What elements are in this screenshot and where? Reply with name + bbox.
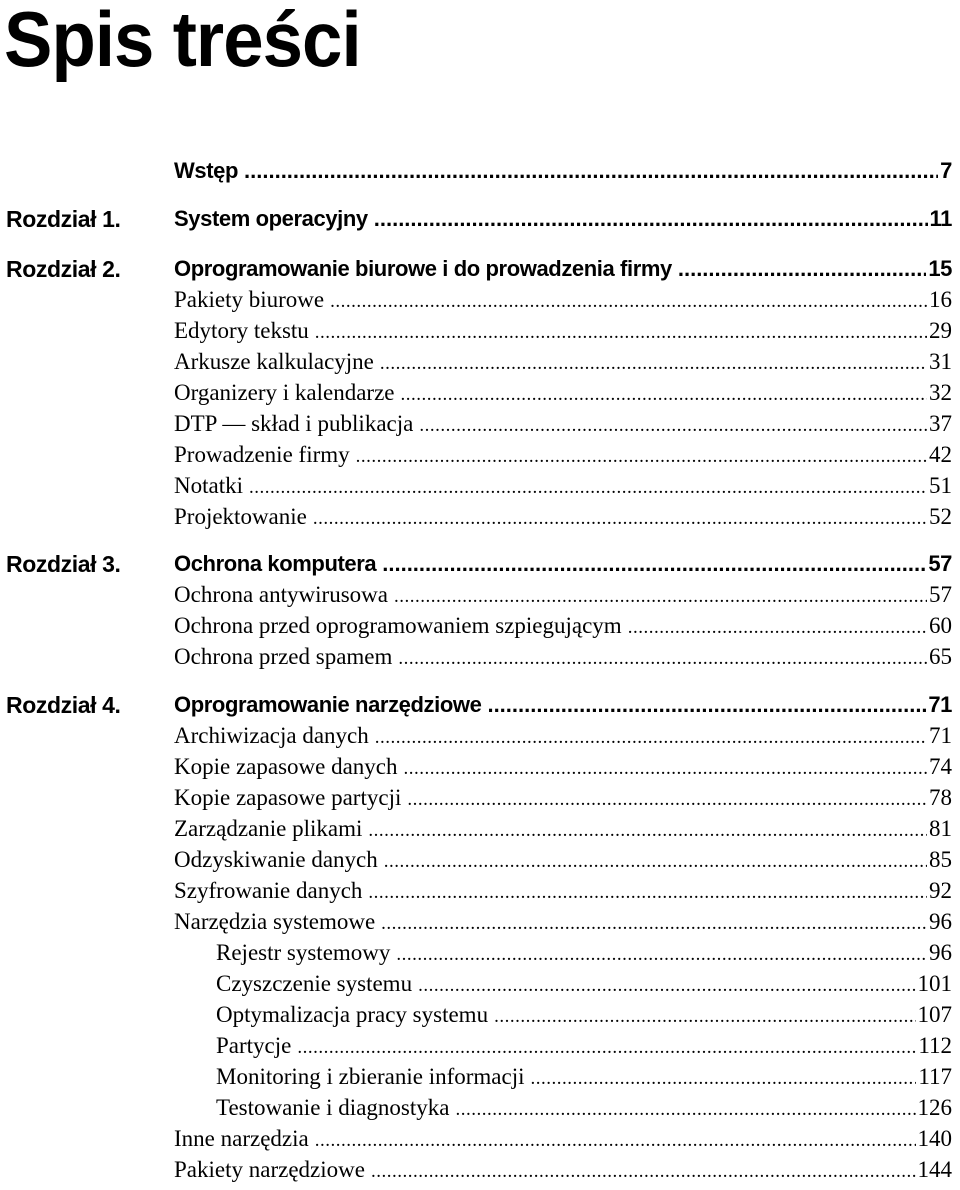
- toc-section-row: [0, 610, 960, 642]
- toc-section-row: [0, 937, 960, 969]
- chapter-label: Rozdział 4.: [6, 692, 121, 718]
- toc-entry: [174, 408, 952, 442]
- toc-page-number: 11: [929, 206, 952, 231]
- toc-page-number: 81: [929, 816, 952, 841]
- toc-entry: [174, 782, 952, 816]
- toc-entry: [174, 346, 952, 380]
- toc-entry: [216, 937, 952, 971]
- toc-chapter-row: [0, 548, 960, 580]
- dot-leader: [404, 753, 927, 785]
- dot-leader: [396, 939, 927, 971]
- toc-chapter-row: [0, 203, 960, 235]
- toc-entry-title: Testowanie i diagnostyka: [216, 1095, 450, 1120]
- toc-page-number: 15: [928, 256, 952, 281]
- toc-entry: [174, 470, 952, 504]
- toc-page-number: 57: [928, 551, 952, 576]
- toc-page-number: 74: [929, 754, 952, 779]
- toc-entry-title: Wstęp: [174, 158, 239, 183]
- toc-page-number: 78: [929, 785, 952, 810]
- chapter-label: Rozdział 2.: [6, 256, 121, 282]
- toc-entry: [174, 548, 952, 580]
- toc-entry-title: Kopie zapasowe danych: [174, 754, 398, 779]
- toc-section-row: [0, 999, 960, 1031]
- dot-leader: [407, 784, 927, 816]
- toc-entry: [216, 1030, 952, 1064]
- toc-entry-title: DTP — skład i publikacja: [174, 411, 414, 436]
- toc-page-number: 7: [940, 158, 952, 183]
- toc-section-row: [0, 1061, 960, 1093]
- dot-leader: [315, 317, 927, 349]
- toc-section-row: [0, 968, 960, 1000]
- dot-leader: [487, 689, 926, 721]
- toc-page-number: 96: [929, 909, 952, 934]
- dot-leader: [419, 410, 927, 442]
- toc-entry-title: Notatki: [174, 473, 243, 498]
- toc-entry-title: Archiwizacja danych: [174, 723, 369, 748]
- toc-page-number: 42: [929, 442, 952, 467]
- toc-entry: [174, 844, 952, 878]
- toc-entry-title: Pakiety biurowe: [174, 287, 325, 312]
- toc-entry-title: Ochrona przed spamem: [174, 644, 393, 669]
- toc-entry-title: Ochrona przed oprogramowaniem szpiegującym: [174, 613, 622, 638]
- toc-entry: [174, 751, 952, 785]
- toc-chapter-row: [0, 155, 960, 187]
- toc-section-row: [0, 346, 960, 378]
- toc-entry: [174, 284, 952, 318]
- toc-entry: [216, 999, 952, 1033]
- dot-leader: [418, 970, 915, 1002]
- toc-section-row: [0, 501, 960, 533]
- page-title: Spis treści: [4, 0, 361, 83]
- dot-leader: [494, 1001, 915, 1033]
- toc-page-number: 126: [917, 1095, 952, 1120]
- dot-leader: [297, 1032, 916, 1064]
- toc-entry: [174, 439, 952, 473]
- toc-page-number: 85: [929, 847, 952, 872]
- toc-entry: [174, 253, 952, 285]
- dot-leader: [374, 203, 928, 235]
- toc-entry: [174, 689, 952, 721]
- toc-section-row: [0, 1092, 960, 1124]
- dot-leader: [330, 286, 927, 318]
- toc-entry: [174, 1154, 952, 1188]
- toc-section-row: [0, 782, 960, 814]
- toc-page-number: 65: [929, 644, 952, 669]
- dot-leader: [531, 1063, 917, 1095]
- toc-section-row: [0, 751, 960, 783]
- dot-leader: [382, 548, 926, 580]
- toc-entry-title: Organizery i kalendarze: [174, 380, 395, 405]
- toc-section-row: [0, 284, 960, 316]
- dot-leader: [371, 1156, 916, 1188]
- dot-leader: [368, 877, 927, 909]
- dot-leader: [628, 612, 927, 644]
- dot-leader: [401, 379, 927, 411]
- dot-leader: [384, 846, 927, 878]
- toc-entry-title: Narzędzia systemowe: [174, 909, 376, 934]
- toc-page-number: 96: [929, 940, 952, 965]
- toc-section-row: [0, 641, 960, 673]
- toc-section-row: [0, 813, 960, 845]
- toc-page-number: 107: [917, 1002, 952, 1027]
- toc-section-row: [0, 408, 960, 440]
- toc-section-row: [0, 439, 960, 471]
- toc-page-number: 101: [917, 971, 952, 996]
- toc-chapter-row: [0, 689, 960, 721]
- toc-section-row: [0, 470, 960, 502]
- toc-entry: [174, 579, 952, 613]
- dot-leader: [356, 441, 927, 473]
- toc-page-number: 140: [917, 1126, 952, 1151]
- chapter-label: Rozdział 1.: [6, 206, 121, 232]
- toc-entry: [174, 641, 952, 675]
- toc-entry-title: Czyszczenie systemu: [216, 971, 413, 996]
- toc-page-number: 31: [929, 349, 952, 374]
- toc-chapter-row: [0, 253, 960, 285]
- toc-page-number: 92: [929, 878, 952, 903]
- toc-section-row: [0, 906, 960, 938]
- toc-entry-title: Kopie zapasowe partycji: [174, 785, 402, 810]
- toc-entry: [174, 203, 952, 235]
- toc-entry-title: Optymalizacja pracy systemu: [216, 1002, 489, 1027]
- dot-leader: [398, 643, 927, 675]
- toc-section-row: [0, 1030, 960, 1062]
- toc-section-row: [0, 579, 960, 611]
- dot-leader: [678, 253, 926, 285]
- toc-page-number: 144: [917, 1157, 952, 1182]
- toc-entry: [174, 1123, 952, 1157]
- toc-entry: [216, 1092, 952, 1126]
- toc-page-number: 51: [929, 473, 952, 498]
- toc-entry-title: Pakiety narzędziowe: [174, 1157, 365, 1182]
- toc-page-number: 71: [929, 723, 952, 748]
- toc-entry-title: Partycje: [216, 1033, 292, 1058]
- toc-page-number: 52: [929, 504, 952, 529]
- toc-section-row: [0, 844, 960, 876]
- toc-entry-title: Ochrona komputera: [174, 551, 377, 576]
- toc-entry: [174, 610, 952, 644]
- toc-page-number: 37: [929, 411, 952, 436]
- dot-leader: [244, 155, 938, 187]
- toc-entry: [174, 315, 952, 349]
- toc-entry: [174, 377, 952, 411]
- toc-page-number: 71: [928, 692, 952, 717]
- toc-section-row: [0, 720, 960, 752]
- toc-entry: [174, 906, 952, 940]
- toc-page-number: 29: [929, 318, 952, 343]
- toc-entry-title: Inne narzędzia: [174, 1126, 309, 1151]
- toc-entry-title: Oprogramowanie narzędziowe: [174, 692, 482, 717]
- dot-leader: [249, 472, 927, 504]
- dot-leader: [313, 503, 927, 535]
- toc-entry-title: System operacyjny: [174, 206, 368, 231]
- toc-section-row: [0, 315, 960, 347]
- toc-page-number: 57: [929, 582, 952, 607]
- toc-entry-title: Zarządzanie plikami: [174, 816, 363, 841]
- toc-page-number: 32: [929, 380, 952, 405]
- toc-section-row: [0, 377, 960, 409]
- toc-entry: [174, 813, 952, 847]
- toc-entry: [174, 501, 952, 535]
- dot-leader: [455, 1094, 915, 1126]
- toc-entry: [216, 968, 952, 1002]
- toc-page-number: 16: [929, 287, 952, 312]
- toc-section-row: [0, 1123, 960, 1155]
- toc-entry: [174, 720, 952, 754]
- toc-entry-title: Arkusze kalkulacyjne: [174, 349, 374, 374]
- toc-entry-title: Rejestr systemowy: [216, 940, 391, 965]
- toc-entry: [174, 875, 952, 909]
- toc-entry-title: Ochrona antywirusowa: [174, 582, 388, 607]
- toc-entry: [216, 1061, 952, 1095]
- toc-page-number: 112: [918, 1033, 952, 1058]
- toc-page-number: 117: [918, 1064, 952, 1089]
- dot-leader: [394, 581, 927, 613]
- dot-leader: [368, 815, 927, 847]
- toc-page-number: 60: [929, 613, 952, 638]
- toc-entry-title: Prowadzenie firmy: [174, 442, 350, 467]
- dot-leader: [381, 908, 927, 940]
- dot-leader: [315, 1125, 916, 1157]
- toc-entry-title: Oprogramowanie biurowe i do prowadzenia firmy: [174, 256, 672, 281]
- toc-section-row: [0, 1154, 960, 1186]
- dot-leader: [375, 722, 927, 754]
- toc-entry-title: Projektowanie: [174, 504, 307, 529]
- toc-section-row: [0, 875, 960, 907]
- toc-entry: [174, 155, 952, 187]
- toc-entry-title: Edytory tekstu: [174, 318, 309, 343]
- chapter-label: Rozdział 3.: [6, 551, 121, 577]
- toc-entry-title: Monitoring i zbieranie informacji: [216, 1064, 525, 1089]
- toc-entry-title: Odzyskiwanie danych: [174, 847, 378, 872]
- toc-entry-title: Szyfrowanie danych: [174, 878, 363, 903]
- dot-leader: [380, 348, 927, 380]
